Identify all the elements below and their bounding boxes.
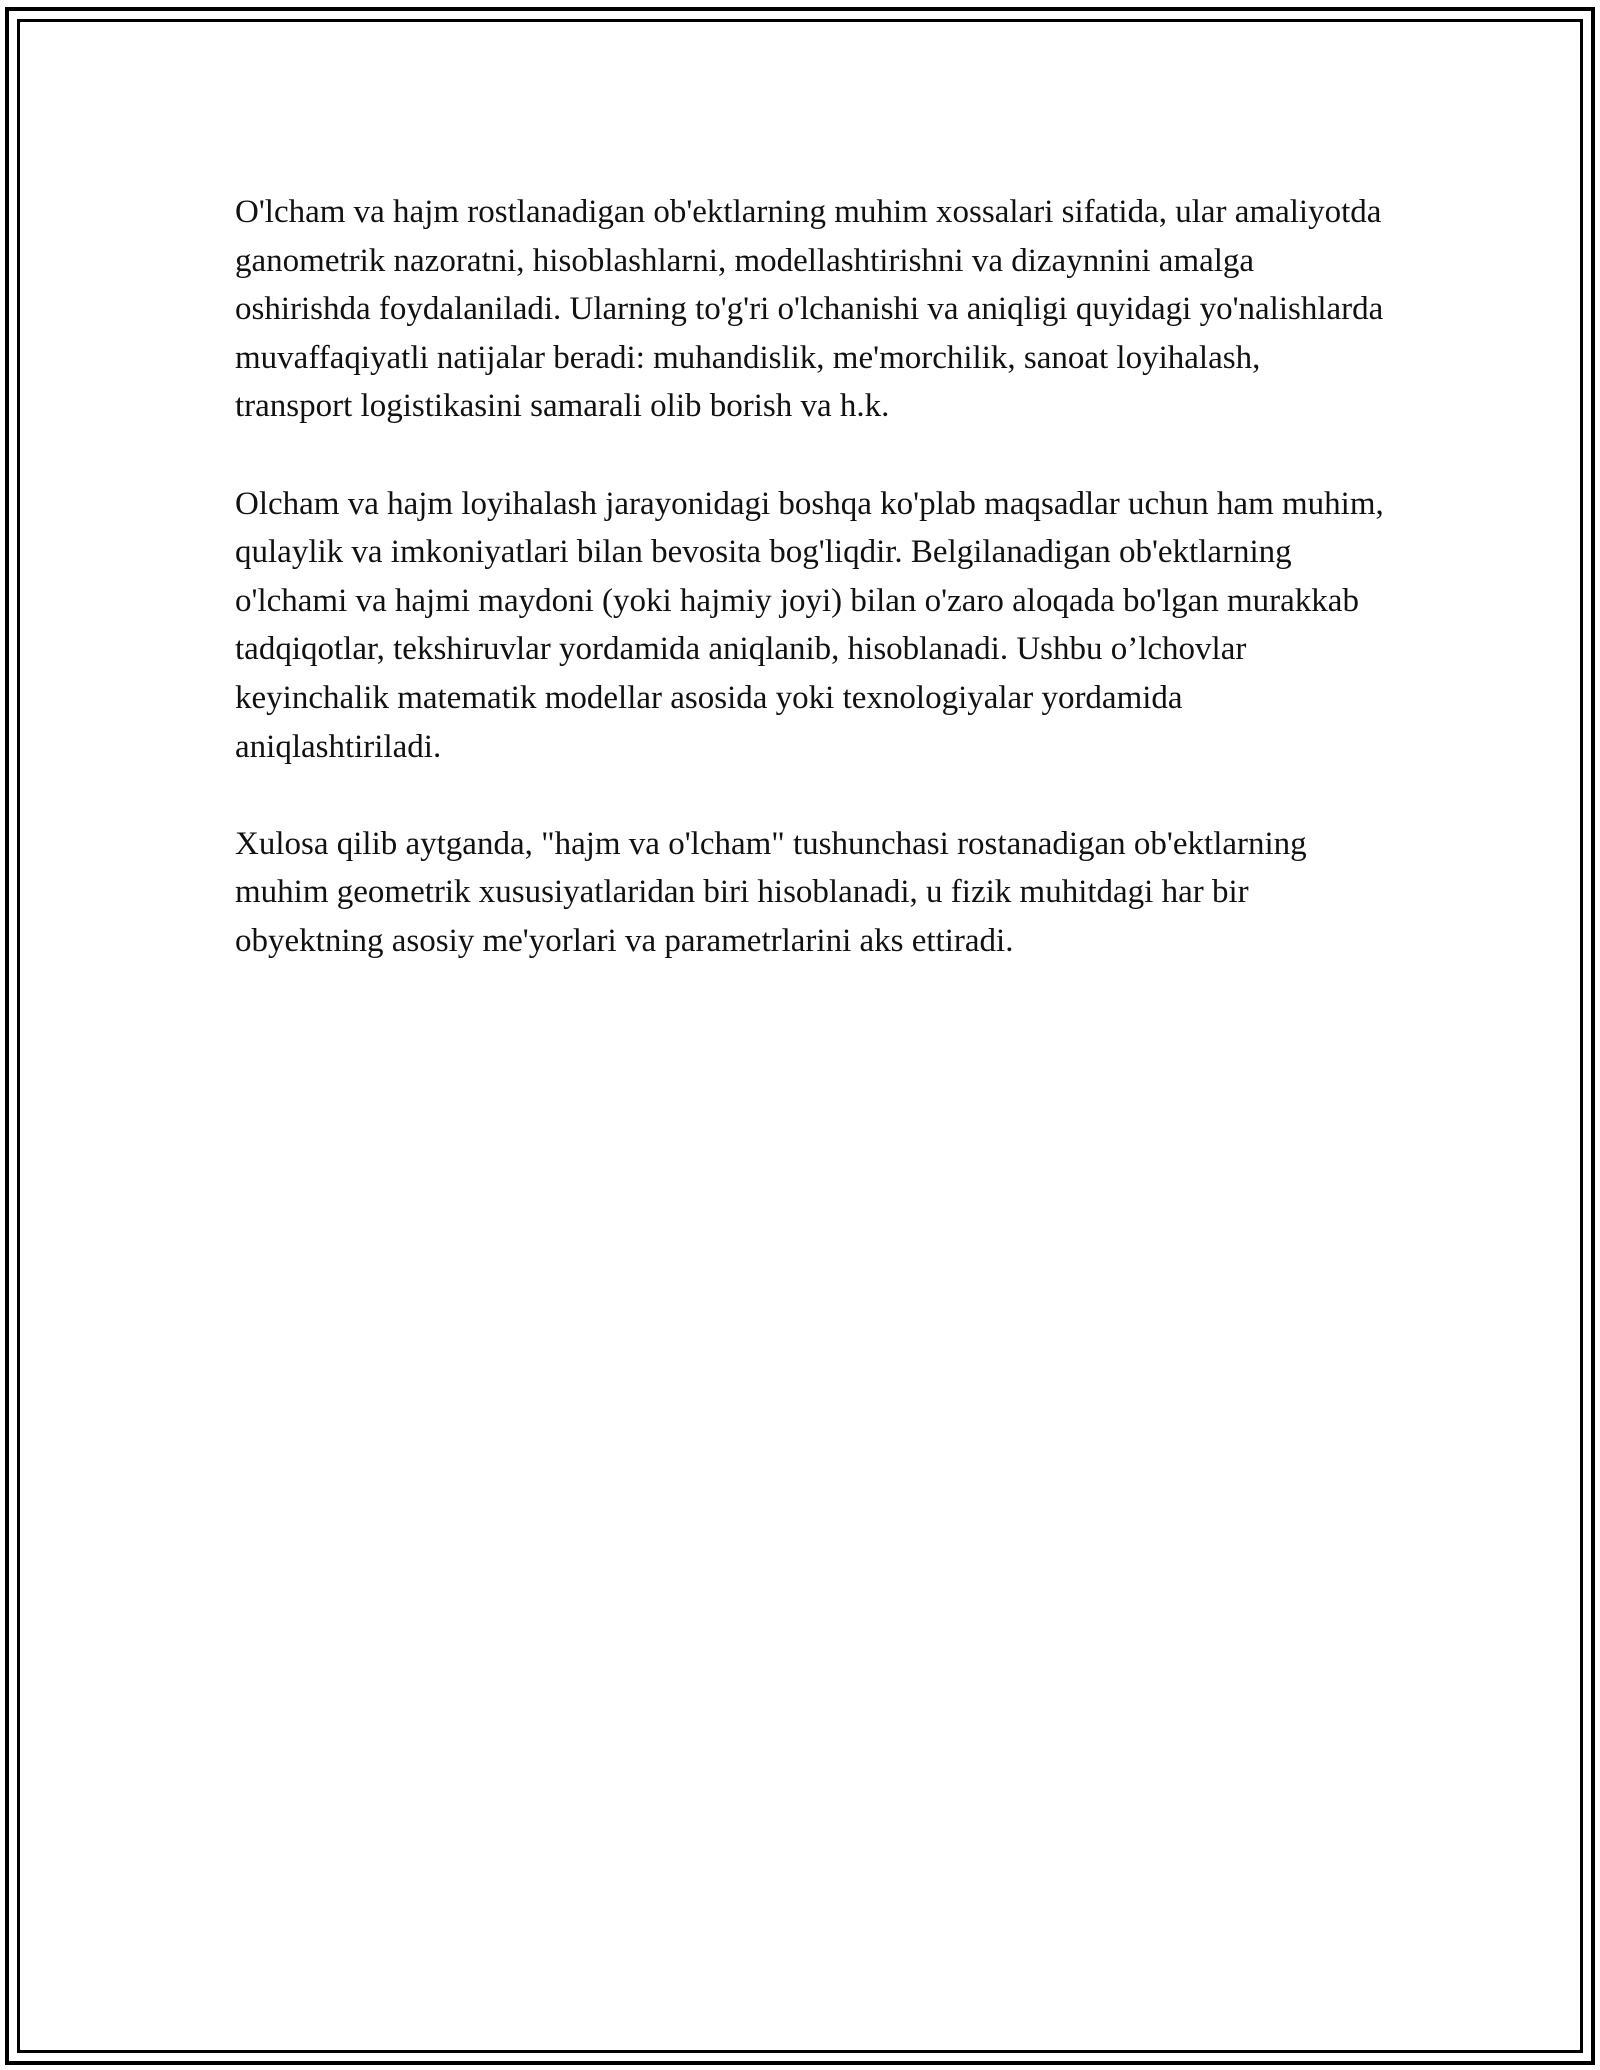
paragraph-1: O'lcham va hajm rostlanadigan ob'ektlarning muhim xossalari sifatida, ular amaliyotda ganometrik nazoratni, hisoblashlarni, modellashtirishni va dizaynnini amalga oshirishda foydalaniladi. Ularning to'g'ri o'lchanishi va aniqligi quyidagi yo'nalishlarda muvaffaqiyatli natijalar beradi: muhandislik, me'morchilik, sanoat loyihalash, transport logistikasini samarali olib borish va h.k. (235, 194, 1384, 425)
document-body (235, 188, 1385, 1014)
paragraph-3: Xulosa qilib aytganda, "hajm va o'lcham" tushunchasi rostanadigan ob'ektlarning muhim geometrik xususiyatlaridan biri hisoblanadi, u fizik muhitdagi har bir obyektning asosiy me'yorlari va parametrlarini aks ettiradi. (235, 825, 1307, 959)
paragraph-2: Olcham va hajm loyihalash jarayonidagi boshqa ko'plab maqsadlar uchun ham muhim, qulaylik va imkoniyatlari bilan bevosita bog'liqdir. Belgilanadigan ob'ektlarning o'lchami va hajmi maydoni (yoki hajmiy joyi) bilan o'zaro aloqada bo'lgan murakkab tadqiqotlar, tekshiruvlar yordamida aniqlanib, hisoblanadi. Ushbu o’lchovlar keyinchalik matematik modellar asosida yoki texnologiyalar yordamida aniqlashtiriladi. (235, 485, 1384, 765)
